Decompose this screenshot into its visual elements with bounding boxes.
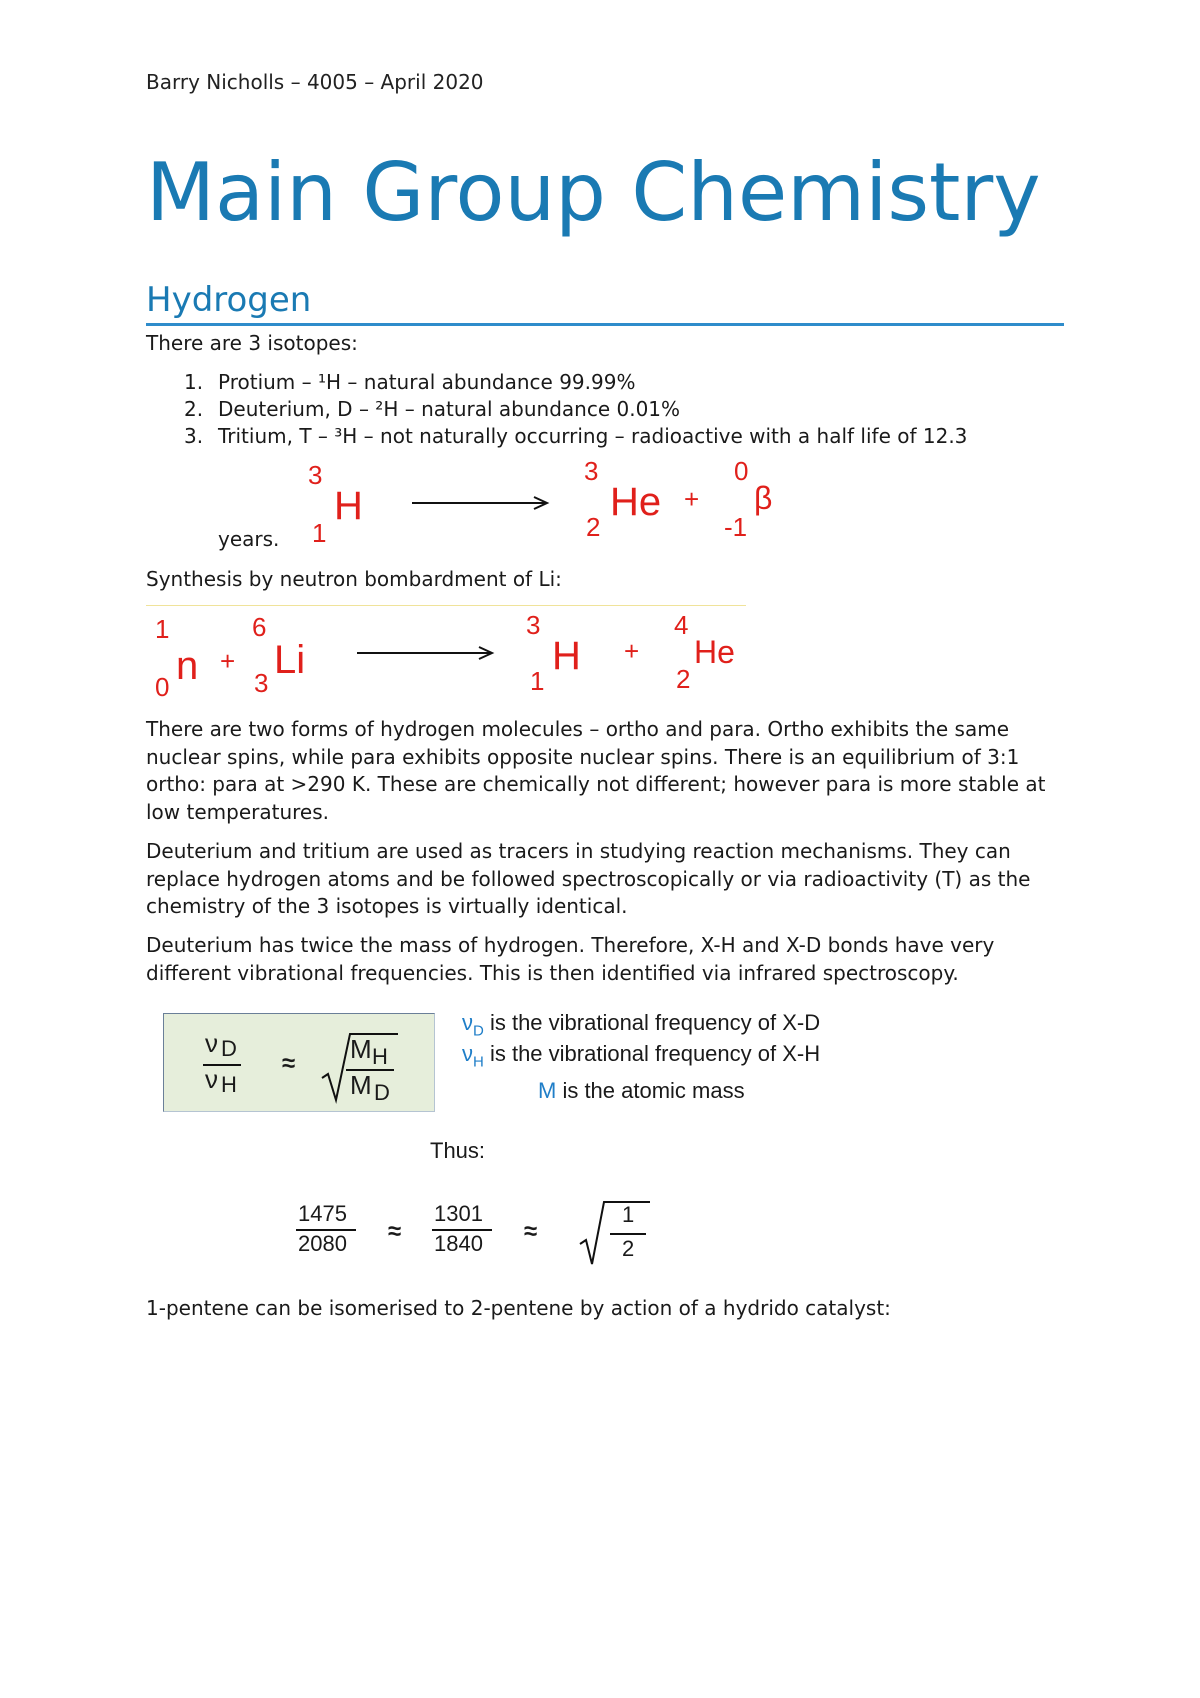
heading-rule: [146, 323, 1064, 326]
fraction-numerator: 1301: [434, 1201, 483, 1226]
nuclide-atomic-number: 1: [312, 518, 327, 548]
fraction-denominator: 1840: [434, 1231, 483, 1256]
legend-item: [462, 1010, 820, 1039]
nuclide-atomic-number: -1: [724, 512, 748, 542]
list-item-continuation: years.: [218, 527, 280, 551]
thus-label: Thus:: [430, 1138, 486, 1163]
plus-sign: +: [220, 646, 236, 676]
list-item-number: 1.: [184, 370, 204, 394]
nuclide-atomic-number: 2: [586, 512, 601, 542]
plus-sign: +: [624, 636, 640, 666]
legend-text: is the atomic mass: [556, 1078, 745, 1103]
isotopes-intro: There are 3 isotopes:: [146, 331, 358, 355]
paragraph-vibrational: Deuterium has twice the mass of hydrogen. Therefore, X-H and X-D bonds have very different vibrational frequencies. This is then identified via infrared spectroscopy.: [146, 933, 995, 985]
synthesis-label: Synthesis by neutron bombardment of Li:: [146, 567, 562, 591]
subscript: D: [221, 1036, 237, 1061]
closing-paragraph: 1-pentene can be isomerised to 2-pentene by action of a hydrido catalyst:: [146, 1296, 891, 1320]
list-item-number: 2.: [184, 397, 204, 421]
nuclide-atomic-number: 2: [676, 664, 691, 694]
nuclide-atomic-number: 0: [155, 672, 170, 702]
nuclide-symbol: He: [694, 634, 735, 670]
nu-symbol: ν: [205, 1028, 218, 1058]
list-item: Protium – ¹H – natural abundance 99.99%: [218, 370, 636, 394]
nuclide-symbol: β: [754, 480, 773, 516]
nuclide-mass-number: 3: [584, 456, 599, 486]
fraction-numerator: 1475: [298, 1201, 347, 1226]
nu-symbol: ν: [205, 1064, 218, 1094]
plus-sign: +: [684, 484, 700, 514]
nuclide-mass-number: 3: [526, 610, 541, 640]
divider: [146, 605, 746, 606]
fraction-denominator: 2: [622, 1236, 635, 1261]
subscript: H: [221, 1072, 237, 1097]
list-item-number: 3.: [184, 424, 204, 448]
nuclide-symbol: n: [176, 644, 199, 688]
subscript: H: [372, 1044, 388, 1069]
nuclide-mass-number: 6: [252, 612, 267, 642]
approx-sign: ≈: [388, 1218, 402, 1245]
legend-symbol: ν: [462, 1041, 473, 1066]
fraction-numerator: 1: [622, 1202, 635, 1227]
nuclide-mass-number: 1: [155, 614, 170, 644]
legend-text: is the vibrational frequency of X-H: [483, 1041, 821, 1066]
nuclide-mass-number: 0: [734, 456, 749, 486]
approx-sign: ≈: [524, 1218, 538, 1245]
approx-sign: ≈: [282, 1050, 296, 1077]
mass-symbol: M: [350, 1070, 372, 1100]
nuclide-mass-number: 4: [674, 610, 689, 640]
reaction-arrow: [355, 646, 495, 660]
legend-subscript: H: [473, 1053, 484, 1071]
author-line: Barry Nicholls – 4005 – April 2020: [146, 70, 484, 94]
legend-text: is the vibrational frequency of X-D: [483, 1010, 821, 1035]
list-item: Tritium, T – ³H – not naturally occurring – radioactive with a half life of 12.3: [218, 424, 968, 448]
nuclide-mass-number: 3: [308, 460, 323, 490]
legend-symbol: ν: [462, 1010, 473, 1035]
mass-symbol: M: [350, 1034, 372, 1064]
section-heading: Hydrogen: [146, 280, 312, 320]
nuclide-symbol: He: [610, 480, 662, 524]
nuclide-symbol: Li: [274, 638, 306, 682]
legend-item: [462, 1041, 820, 1070]
legend-symbol: M: [538, 1078, 557, 1103]
legend-subscript: D: [473, 1022, 484, 1040]
page-title: Main Group Chemistry: [146, 146, 1041, 239]
list-item: Deuterium, D – ²H – natural abundance 0.01%: [218, 397, 681, 421]
paragraph-ortho-para: There are two forms of hydrogen molecules – ortho and para. Ortho exhibits the same nuclear spins, while para exhibits opposite nuclear spins. There is an equilibrium of 3:1 ortho: para at >290 K. These are chemically not different; however para is more stable at low temperatures.: [146, 717, 1046, 824]
paragraph-tracers: Deuterium and tritium are used as tracers in studying reaction mechanisms. They can replace hydrogen atoms and be followed spectroscopically or via radioactivity (T) as the chemistry of the 3 isotopes is virtually identical.: [146, 839, 1031, 918]
nuclide-symbol: H: [334, 484, 363, 528]
reaction-arrow: [410, 496, 550, 510]
legend-item: [538, 1078, 745, 1104]
subscript: D: [374, 1080, 390, 1105]
nuclide-atomic-number: 1: [530, 666, 545, 696]
nuclide-symbol: H: [552, 634, 581, 678]
fraction-denominator: 2080: [298, 1231, 347, 1256]
nuclide-atomic-number: 3: [254, 668, 269, 698]
